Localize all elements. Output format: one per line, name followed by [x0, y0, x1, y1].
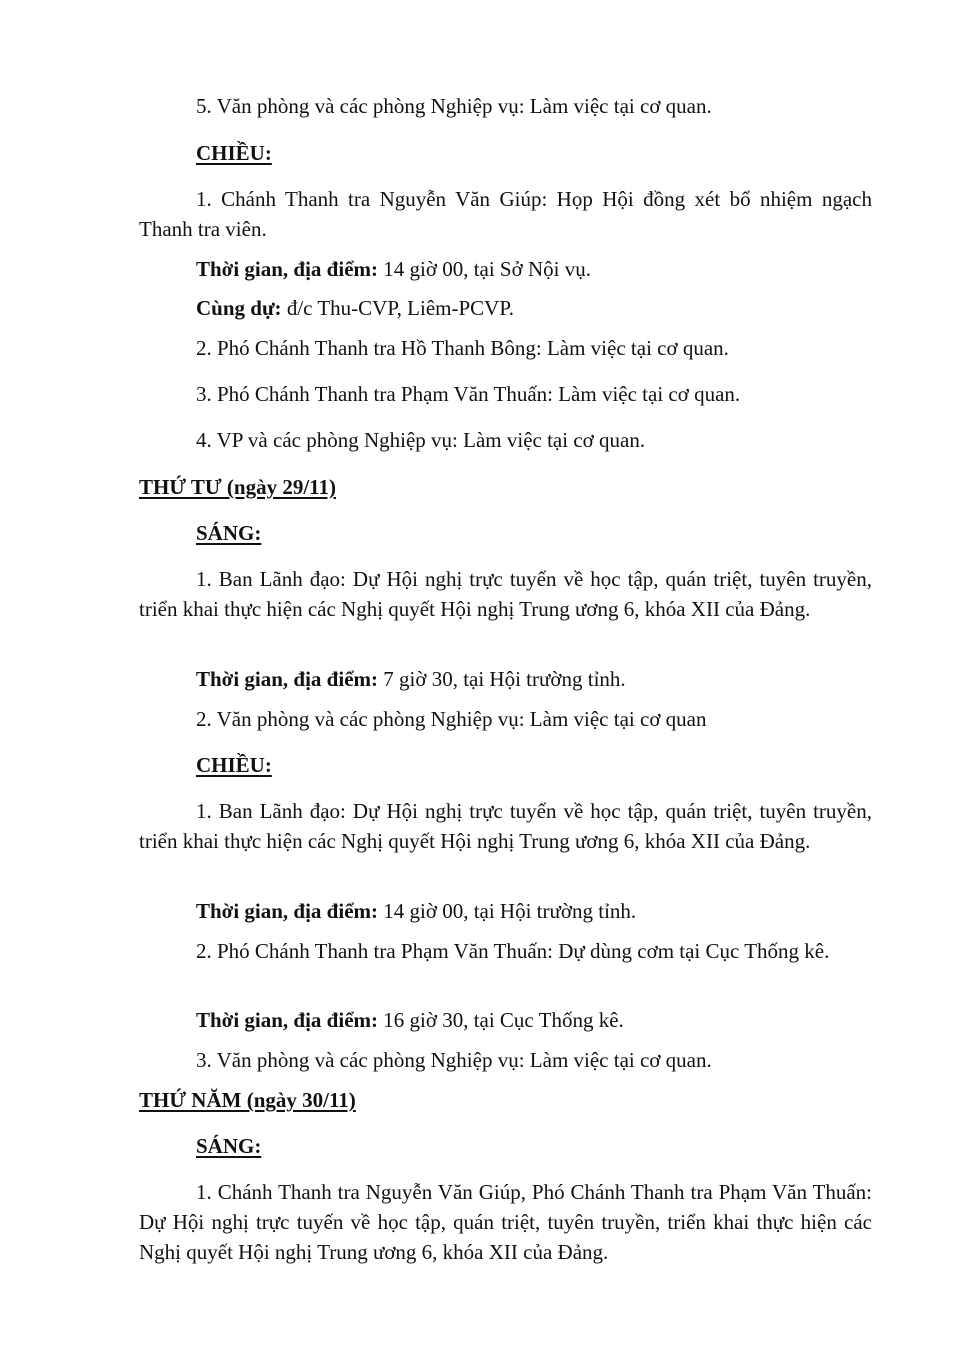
- detail-label: Thời gian, địa điểm:: [196, 1008, 378, 1032]
- detail-label: Thời gian, địa điểm:: [196, 667, 378, 691]
- schedule-item: 1. Ban Lãnh đạo: Dự Hội nghị trực tuyến về học tập, quán triệt, tuyên truyền, triển khai thực hiện các Nghị quyết Hội nghị Trung ương 6, khóa XII của Đảng.: [139, 799, 872, 853]
- schedule-item: 2. Văn phòng và các phòng Nghiệp vụ: Làm việc tại cơ quan: [196, 707, 707, 731]
- schedule-item: 2. Phó Chánh Thanh tra Hồ Thanh Bông: Làm việc tại cơ quan.: [196, 336, 729, 360]
- attendees-line: [139, 293, 872, 323]
- day-heading-thursday: THỨ NĂM (ngày 30/11): [139, 1088, 356, 1112]
- schedule-item: 4. VP và các phòng Nghiệp vụ: Làm việc tại cơ quan.: [196, 428, 646, 452]
- schedule-item: 3. Phó Chánh Thanh tra Phạm Văn Thuấn: Làm việc tại cơ quan.: [196, 382, 741, 406]
- schedule-item: 3. Văn phòng và các phòng Nghiệp vụ: Làm việc tại cơ quan.: [196, 1048, 712, 1072]
- detail-label: Thời gian, địa điểm:: [196, 899, 378, 923]
- detail-text: 7 giờ 30, tại Hội trường tỉnh.: [378, 667, 626, 691]
- schedule-item: 5. Văn phòng và các phòng Nghiệp vụ: Làm việc tại cơ quan.: [196, 94, 712, 118]
- detail-text: đ/c Thu-CVP, Liêm-PCVP.: [281, 296, 514, 320]
- time-location-line: [139, 664, 872, 694]
- detail-label: Thời gian, địa điểm:: [196, 257, 378, 281]
- time-location-line: [139, 896, 872, 926]
- session-heading-morning: SÁNG:: [196, 1134, 262, 1158]
- time-location-line: [139, 254, 872, 284]
- schedule-item: 1. Ban Lãnh đạo: Dự Hội nghị trực tuyến về học tập, quán triệt, tuyên truyền, triển khai thực hiện các Nghị quyết Hội nghị Trung ương 6, khóa XII của Đảng.: [139, 567, 872, 621]
- detail-label: Cùng dự:: [196, 296, 282, 320]
- schedule-item: 2. Phó Chánh Thanh tra Phạm Văn Thuấn: Dự dùng cơm tại Cục Thống kê.: [196, 939, 830, 963]
- detail-text: 16 giờ 30, tại Cục Thống kê.: [378, 1008, 624, 1032]
- detail-text: 14 giờ 00, tại Hội trường tỉnh.: [378, 899, 637, 923]
- detail-text: 14 giờ 00, tại Sở Nội vụ.: [378, 257, 591, 281]
- schedule-item: 1. Chánh Thanh tra Nguyễn Văn Giúp, Phó Chánh Thanh tra Phạm Văn Thuấn: Dự Hội nghị trực tuyến về học tập, quán triệt, tuyên truyền, triển khai thực hiện các Nghị quyết Hội nghị Trung ương 6, khóa XII của Đảng.: [139, 1180, 872, 1264]
- session-heading-afternoon: CHIỀU:: [196, 753, 272, 777]
- session-heading-afternoon: CHIỀU:: [196, 141, 272, 165]
- schedule-item: 1. Chánh Thanh tra Nguyễn Văn Giúp: Họp Hội đồng xét bổ nhiệm ngạch Thanh tra viên.: [139, 187, 872, 241]
- session-heading-morning: SÁNG:: [196, 521, 262, 545]
- day-heading-wednesday: THỨ TƯ (ngày 29/11): [139, 475, 336, 499]
- time-location-line: [139, 1005, 872, 1035]
